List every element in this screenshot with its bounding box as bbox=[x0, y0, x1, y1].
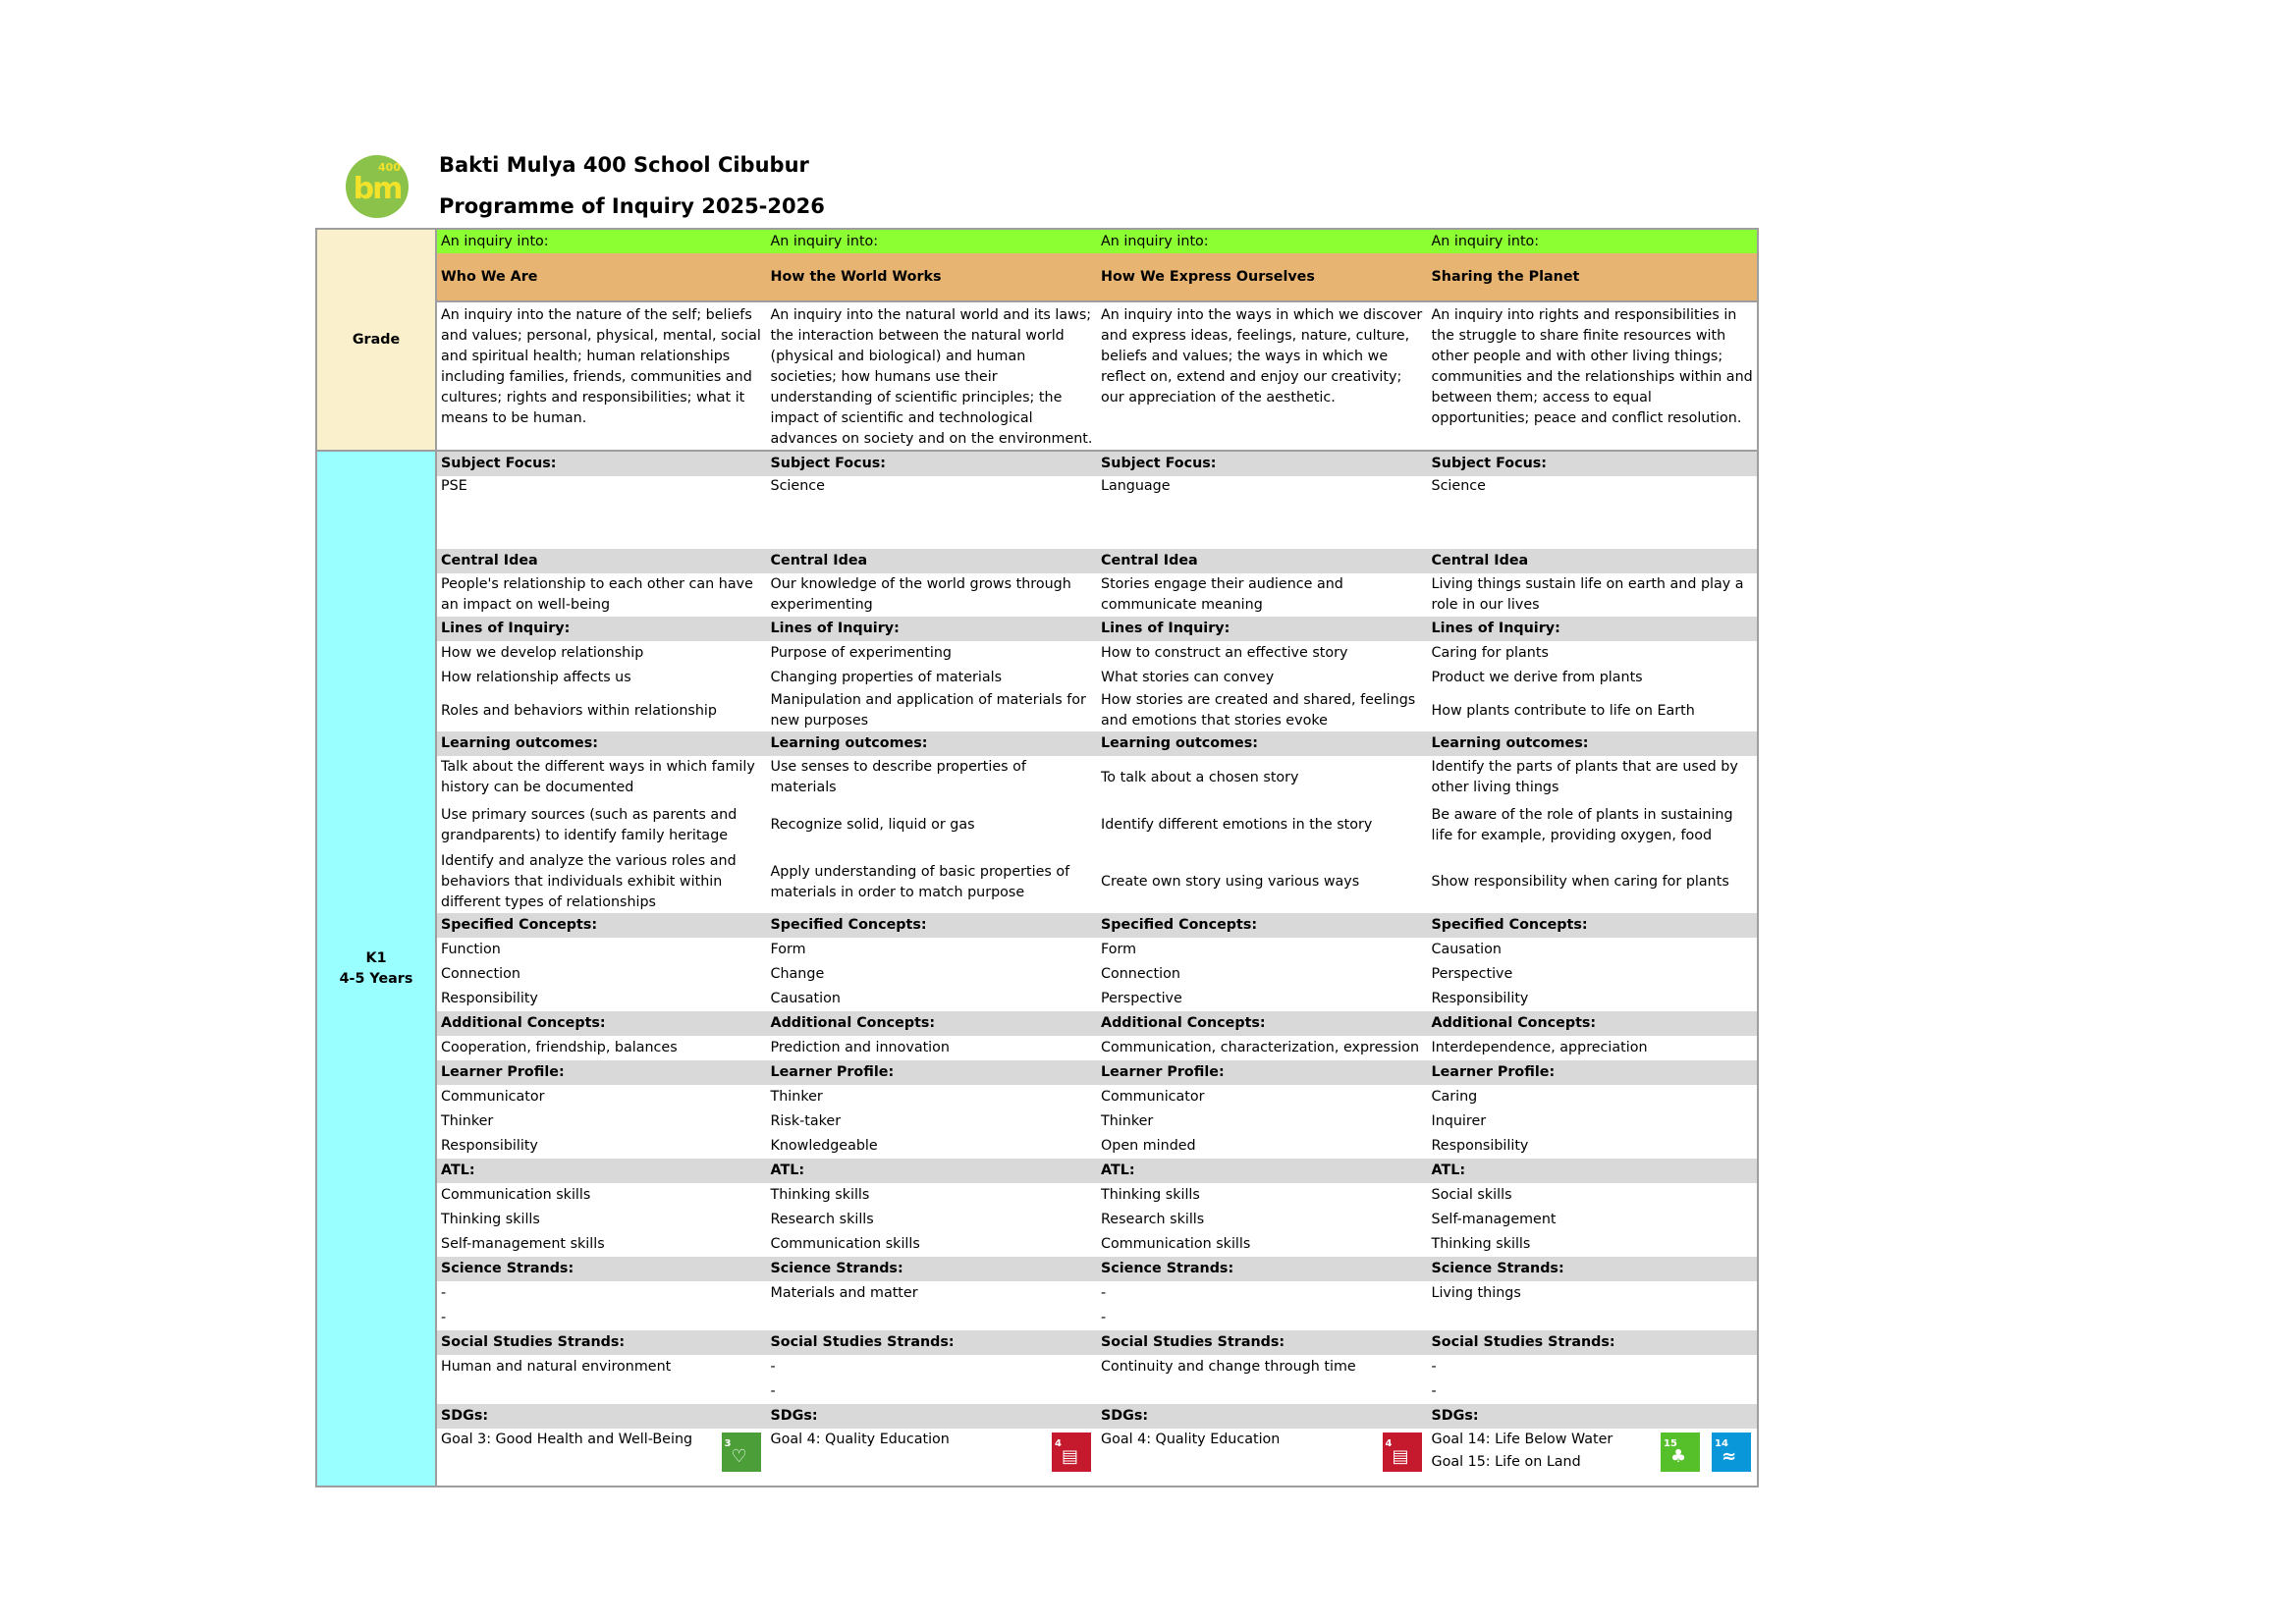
learning-outcome: Identify the parts of plants that are used by other living things bbox=[1431, 759, 1738, 795]
sdg-goal bbox=[1101, 1451, 1424, 1474]
programme-table bbox=[315, 228, 1759, 1487]
sdg-icon-number: 4 bbox=[1055, 1438, 1062, 1449]
specified-concept: Perspective bbox=[1101, 991, 1182, 1006]
science-strand: - bbox=[1101, 1285, 1107, 1301]
atl-skill: Thinking skills bbox=[441, 1212, 540, 1227]
central-idea-label: Central Idea bbox=[1097, 549, 1428, 573]
subject-value: Science bbox=[770, 478, 825, 494]
line-of-inquiry: Changing properties of materials bbox=[770, 670, 1003, 685]
specified-concept: Perspective bbox=[1431, 966, 1513, 982]
learner-label: Learner Profile: bbox=[436, 1060, 767, 1085]
sdg-icon-glyph: ▤ bbox=[1392, 1446, 1409, 1467]
central-idea-text: People's relationship to each other can have an impact on well-being bbox=[441, 576, 753, 613]
sdgs-label: SDGs: bbox=[436, 1404, 767, 1429]
learner-label: Learner Profile: bbox=[767, 1060, 1098, 1085]
atl-skill: Self-management skills bbox=[441, 1236, 605, 1252]
science-strand: - bbox=[441, 1285, 447, 1301]
theme-description: An inquiry into the nature of the self; beliefs and values; personal, physical, mental, social and spiritual health; human relationships including families, friends, communities and cultures; rights and responsibilities; what it means to be human. bbox=[441, 307, 761, 426]
learning-outcome: Identify different emotions in the story bbox=[1101, 817, 1373, 833]
lines-label: Lines of Inquiry: bbox=[1097, 617, 1428, 641]
atl-skill: Thinking skills bbox=[770, 1187, 870, 1203]
atl-label: ATL: bbox=[767, 1159, 1098, 1183]
specified-concept: Connection bbox=[1101, 966, 1180, 982]
science-label: Science Strands: bbox=[1428, 1257, 1759, 1281]
learner-profile: Risk-taker bbox=[770, 1113, 842, 1129]
specified-label: Specified Concepts: bbox=[767, 913, 1098, 938]
additional-concepts: Interdependence, appreciation bbox=[1431, 1040, 1648, 1055]
sdg-goal: Goal 14: Life Below Water bbox=[1431, 1432, 1613, 1447]
subject-focus-label: Subject Focus: bbox=[1428, 451, 1759, 476]
theme-description: An inquiry into rights and responsibilities in the struggle to share finite resources with other people and with other living things; communities and the relationships within and between them; access to equal opportunities; peace and conflict resolution. bbox=[1431, 307, 1753, 426]
line-of-inquiry: How plants contribute to life on Earth bbox=[1431, 702, 1695, 719]
sdg-14-icon bbox=[1712, 1433, 1751, 1472]
additional-concepts: Communication, characterization, expression bbox=[1101, 1040, 1420, 1055]
specified-label: Specified Concepts: bbox=[1097, 913, 1428, 938]
sdg-icon-glyph: ♣ bbox=[1670, 1446, 1687, 1467]
logo-sup: 400 bbox=[378, 161, 401, 174]
sdg-3-icon bbox=[722, 1433, 761, 1472]
learner-profile: Thinker bbox=[770, 1089, 823, 1105]
social-strand: Human and natural environment bbox=[441, 1359, 672, 1375]
learner-profile: Communicator bbox=[441, 1089, 545, 1105]
science-strand: Materials and matter bbox=[770, 1285, 918, 1301]
inquiry-label: An inquiry into: bbox=[1097, 229, 1428, 253]
social-strand: - bbox=[1431, 1383, 1437, 1399]
learner-profile: Knowledgeable bbox=[770, 1138, 878, 1154]
science-strand: Living things bbox=[1431, 1285, 1521, 1301]
atl-skill: Research skills bbox=[770, 1212, 874, 1227]
learner-profile: Responsibility bbox=[441, 1138, 538, 1154]
sdgs-label: SDGs: bbox=[1097, 1404, 1428, 1429]
sdg-4-icon bbox=[1052, 1433, 1091, 1472]
sdg-cell bbox=[1428, 1429, 1759, 1487]
sdg-icon-number: 14 bbox=[1715, 1438, 1728, 1449]
social-label: Social Studies Strands: bbox=[1428, 1330, 1759, 1355]
sdg-icon-number: 3 bbox=[724, 1438, 732, 1449]
atl-skill: Communication skills bbox=[770, 1236, 920, 1252]
atl-skill: Self-management bbox=[1431, 1212, 1557, 1227]
learning-outcome: Create own story using various ways bbox=[1101, 874, 1360, 890]
line-of-inquiry: Product we derive from plants bbox=[1431, 670, 1643, 685]
k1-grade-cell bbox=[316, 451, 436, 1487]
specified-concept: Function bbox=[441, 942, 501, 957]
outcomes-label: Learning outcomes: bbox=[1097, 731, 1428, 756]
school-logo bbox=[346, 155, 409, 218]
social-strand bbox=[436, 1379, 767, 1404]
lines-label: Lines of Inquiry: bbox=[1428, 617, 1759, 641]
learner-profile: Responsibility bbox=[1431, 1138, 1529, 1154]
atl-label: ATL: bbox=[1428, 1159, 1759, 1183]
learning-outcome: To talk about a chosen story bbox=[1101, 769, 1299, 785]
central-idea-text: Our knowledge of the world grows through experimenting bbox=[770, 576, 1071, 613]
k1-label: K1 bbox=[365, 949, 387, 966]
social-strand: Continuity and change through time bbox=[1101, 1359, 1356, 1375]
atl-skill: Thinking skills bbox=[1101, 1187, 1200, 1203]
atl-skill: Social skills bbox=[1431, 1187, 1512, 1203]
logo-text: bm bbox=[353, 171, 402, 206]
subject-focus-label: Subject Focus: bbox=[436, 451, 767, 476]
learner-profile: Caring bbox=[1431, 1089, 1478, 1105]
sdg-goal: Goal 3: Good Health and Well-Being bbox=[441, 1432, 693, 1447]
science-strand: - bbox=[441, 1310, 447, 1325]
sdg-goal bbox=[441, 1451, 763, 1474]
learning-outcome: Use primary sources (such as parents and grandparents) to identify family heritage bbox=[441, 806, 738, 843]
inquiry-label: An inquiry into: bbox=[1428, 229, 1759, 253]
atl-skill: Communication skills bbox=[1101, 1236, 1251, 1252]
atl-skill: Thinking skills bbox=[1431, 1236, 1531, 1252]
central-idea-label: Central Idea bbox=[1428, 549, 1759, 573]
line-of-inquiry: Roles and behaviors within relationship bbox=[441, 702, 717, 719]
central-idea-label: Central Idea bbox=[436, 549, 767, 573]
line-of-inquiry: Purpose of experimenting bbox=[770, 645, 952, 661]
sdg-icons bbox=[1383, 1433, 1422, 1472]
line-of-inquiry: How to construct an effective story bbox=[1101, 645, 1348, 661]
social-label: Social Studies Strands: bbox=[436, 1330, 767, 1355]
science-strand: - bbox=[1101, 1310, 1107, 1325]
learner-label: Learner Profile: bbox=[1097, 1060, 1428, 1085]
sdgs-label: SDGs: bbox=[1428, 1404, 1759, 1429]
specified-concept: Form bbox=[770, 942, 806, 957]
line-of-inquiry: What stories can convey bbox=[1101, 670, 1275, 685]
sdg-icons bbox=[1661, 1433, 1751, 1472]
science-label: Science Strands: bbox=[436, 1257, 767, 1281]
additional-concepts: Cooperation, friendship, balances bbox=[441, 1040, 678, 1055]
sdg-cell bbox=[436, 1429, 767, 1487]
outcomes-label: Learning outcomes: bbox=[767, 731, 1098, 756]
specified-concept: Responsibility bbox=[1431, 991, 1529, 1006]
sdg-icons bbox=[1052, 1433, 1091, 1472]
specified-label: Specified Concepts: bbox=[1428, 913, 1759, 938]
sdg-goal: Goal 4: Quality Education bbox=[1101, 1432, 1281, 1447]
specified-concept: Form bbox=[1101, 942, 1137, 957]
learner-profile: Communicator bbox=[1101, 1089, 1205, 1105]
learning-outcome: Talk about the different ways in which family history can be documented bbox=[441, 759, 755, 795]
additional-label: Additional Concepts: bbox=[1097, 1011, 1428, 1036]
learning-outcome: Be aware of the role of plants in sustaining life for example, providing oxygen, food bbox=[1431, 806, 1733, 843]
science-strand bbox=[1428, 1306, 1759, 1330]
subject-value: PSE bbox=[441, 478, 467, 494]
sdg-15-icon bbox=[1661, 1433, 1700, 1472]
subject-focus-label: Subject Focus: bbox=[1097, 451, 1428, 476]
social-strand bbox=[1097, 1379, 1428, 1404]
subject-value: Science bbox=[1431, 478, 1486, 494]
additional-concepts: Prediction and innovation bbox=[770, 1040, 950, 1055]
learning-outcome: Show responsibility when caring for plants bbox=[1431, 874, 1729, 890]
central-idea-label: Central Idea bbox=[767, 549, 1098, 573]
social-strand: - bbox=[770, 1359, 776, 1375]
social-strand: - bbox=[770, 1383, 776, 1399]
learner-label: Learner Profile: bbox=[1428, 1060, 1759, 1085]
line-of-inquiry: How relationship affects us bbox=[441, 670, 631, 685]
school-name: Bakti Mulya 400 School Cibubur bbox=[439, 153, 809, 177]
line-of-inquiry: How stories are created and shared, feelings and emotions that stories evoke bbox=[1101, 692, 1416, 729]
lines-label: Lines of Inquiry: bbox=[436, 617, 767, 641]
learning-outcome: Identify and analyze the various roles and behaviors that individuals exhibit within different types of relationships bbox=[441, 853, 737, 910]
specified-concept: Causation bbox=[770, 991, 841, 1006]
inquiry-label: An inquiry into: bbox=[436, 229, 767, 253]
lines-label: Lines of Inquiry: bbox=[767, 617, 1098, 641]
sdg-goal: Goal 4: Quality Education bbox=[770, 1432, 950, 1447]
learning-outcome: Use senses to describe properties of materials bbox=[770, 759, 1026, 795]
additional-label: Additional Concepts: bbox=[436, 1011, 767, 1036]
sdg-goal: Goal 15: Life on Land bbox=[1431, 1454, 1581, 1470]
sdg-icon-number: 15 bbox=[1664, 1438, 1677, 1449]
sdg-goal bbox=[771, 1451, 1094, 1474]
science-strand bbox=[767, 1306, 1098, 1330]
sdg-icons bbox=[722, 1433, 761, 1472]
sdg-icon-glyph: ≈ bbox=[1722, 1446, 1737, 1467]
learner-profile: Open minded bbox=[1101, 1138, 1196, 1154]
central-idea-text: Living things sustain life on earth and play a role in our lives bbox=[1431, 576, 1744, 613]
social-strand: - bbox=[1431, 1359, 1437, 1375]
theme-description: An inquiry into the ways in which we discover and express ideas, feelings, nature, culture, beliefs and values; the ways in which we reflect on, extend and enjoy our creativity; our appreciation of the aesthetic. bbox=[1101, 307, 1423, 406]
outcomes-label: Learning outcomes: bbox=[1428, 731, 1759, 756]
grade-label: Grade bbox=[316, 229, 436, 451]
theme-description: An inquiry into the natural world and its laws; the interaction between the natural world (physical and biological) and human societies; how humans use their understanding of scientific principles; the impact of scientific and technological advances on society and on the environment. bbox=[770, 307, 1093, 447]
additional-label: Additional Concepts: bbox=[767, 1011, 1098, 1036]
sdg-icon-glyph: ♡ bbox=[731, 1446, 747, 1467]
line-of-inquiry: How we develop relationship bbox=[441, 645, 644, 661]
sdg-icon-glyph: ▤ bbox=[1062, 1446, 1079, 1467]
subject-focus-label: Subject Focus: bbox=[767, 451, 1098, 476]
learning-outcome: Recognize solid, liquid or gas bbox=[770, 817, 975, 833]
learning-outcome: Apply understanding of basic properties of materials in order to match purpose bbox=[770, 863, 1070, 900]
learner-profile: Thinker bbox=[441, 1113, 494, 1129]
central-idea-text: Stories engage their audience and communicate meaning bbox=[1101, 576, 1343, 613]
theme-title: Sharing the Planet bbox=[1428, 253, 1759, 301]
specified-concept: Connection bbox=[441, 966, 520, 982]
line-of-inquiry: Manipulation and application of materials for new purposes bbox=[770, 692, 1086, 729]
science-label: Science Strands: bbox=[1097, 1257, 1428, 1281]
social-label: Social Studies Strands: bbox=[767, 1330, 1098, 1355]
outcomes-label: Learning outcomes: bbox=[436, 731, 767, 756]
atl-skill: Communication skills bbox=[441, 1187, 591, 1203]
sdgs-label: SDGs: bbox=[767, 1404, 1098, 1429]
social-label: Social Studies Strands: bbox=[1097, 1330, 1428, 1355]
subject-value: Language bbox=[1101, 478, 1171, 494]
specified-concept: Responsibility bbox=[441, 991, 538, 1006]
atl-label: ATL: bbox=[436, 1159, 767, 1183]
inquiry-label: An inquiry into: bbox=[767, 229, 1098, 253]
specified-concept: Causation bbox=[1431, 942, 1502, 957]
k1-age: 4-5 Years bbox=[339, 970, 413, 987]
sdg-4-icon bbox=[1383, 1433, 1422, 1472]
specified-label: Specified Concepts: bbox=[436, 913, 767, 938]
science-label: Science Strands: bbox=[767, 1257, 1098, 1281]
atl-skill: Research skills bbox=[1101, 1212, 1205, 1227]
theme-title: How We Express Ourselves bbox=[1097, 253, 1428, 301]
theme-title: Who We Are bbox=[436, 253, 767, 301]
specified-concept: Change bbox=[770, 966, 825, 982]
learner-profile: Thinker bbox=[1101, 1113, 1154, 1129]
sdg-cell bbox=[1097, 1429, 1428, 1487]
programme-title: Programme of Inquiry 2025-2026 bbox=[439, 194, 825, 218]
learner-profile: Inquirer bbox=[1431, 1113, 1487, 1129]
sdg-icon-number: 4 bbox=[1385, 1438, 1393, 1449]
line-of-inquiry: Caring for plants bbox=[1431, 645, 1549, 661]
theme-title: How the World Works bbox=[767, 253, 1098, 301]
additional-label: Additional Concepts: bbox=[1428, 1011, 1759, 1036]
sdg-cell bbox=[767, 1429, 1098, 1487]
atl-label: ATL: bbox=[1097, 1159, 1428, 1183]
